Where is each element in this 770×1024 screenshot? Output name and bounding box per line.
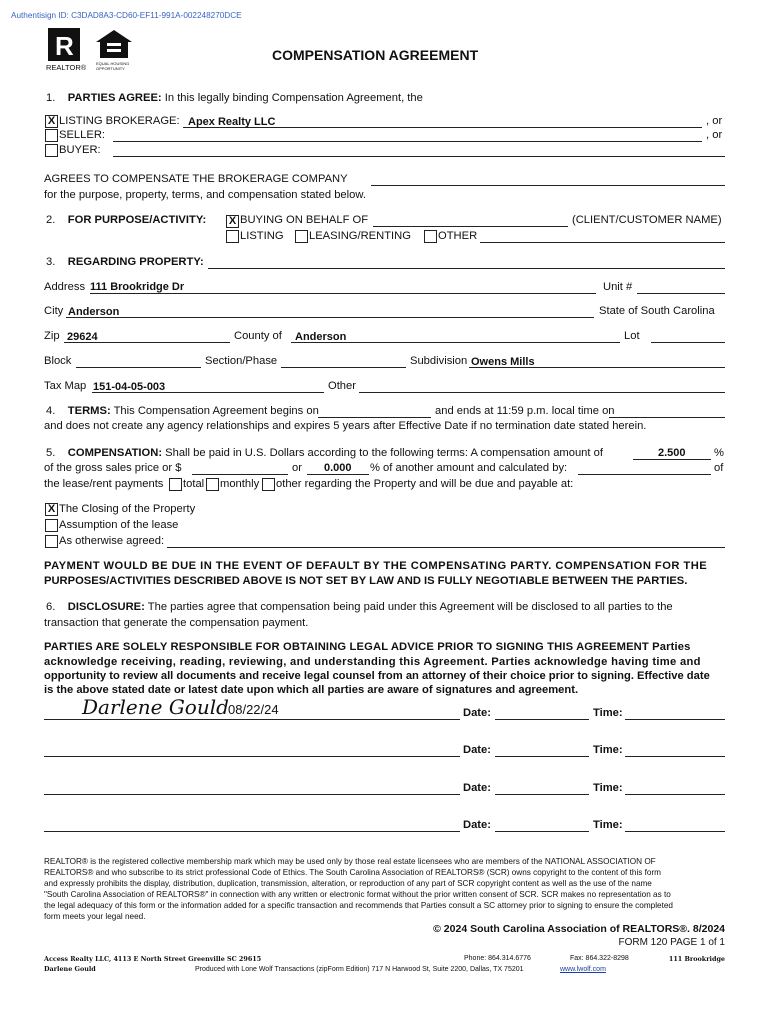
agrees-text-2: for the purpose, property, terms, and compensation stated below. [44,189,366,201]
zip-label: Zip [44,330,60,342]
page-title: COMPENSATION AGREEMENT [272,47,479,63]
payment-notice-2: PURPOSES/ACTIVITIES DESCRIBED ABOVE IS NOT SET BY LAW AND IS FULLY NEGOTIABLE BETWEEN THE PARTIES. [44,575,688,587]
date-label: Date: [463,819,491,831]
leasing-label: LEASING/RENTING [309,230,411,242]
brokerage-company-line[interactable] [371,185,725,186]
address-line[interactable] [90,293,596,294]
gross-price-text: of the gross sales price or $ [44,462,182,474]
svg-text:R: R [55,31,74,61]
calculated-by-line[interactable] [578,474,711,475]
county-label: County of [234,330,282,342]
buying-label: BUYING ON BEHALF OF [240,214,369,226]
time-line-1[interactable] [625,719,725,720]
signature-line-1[interactable] [44,719,460,720]
footer-text-1: REALTOR® is the registered collective membership mark which may be used only by those real estate licensees who are members of the NATIONAL ASSOCIATION OF [44,857,656,866]
produced-with: Produced with Lone Wolf Transactions (zipForm Edition) 717 N Harwood St, Suite 2200, Dallas, TX 75201 [195,966,524,973]
other-percent-value[interactable]: 0.000 [324,462,352,474]
zip-value[interactable]: 29624 [67,331,98,343]
other-percent-line[interactable] [307,474,369,475]
date-label: Date: [463,744,491,756]
footer-text-4: "South Carolina Association of REALTORS®" in connection with any written or electronic format without the prior written consent of SCR. SCR makes no representation as to [44,890,671,899]
unit-line[interactable] [637,293,725,294]
date-line-1[interactable] [495,719,589,720]
date-line-2[interactable] [495,756,589,757]
agent-name: Darlene Gould [44,965,96,973]
signature-line-3[interactable] [44,794,460,795]
city-line[interactable] [66,317,594,318]
other-activity-checkbox[interactable] [424,230,437,243]
property-line[interactable] [208,268,725,269]
section-text: In this legally binding Compensation Agreement, the [164,92,423,104]
footer-text-2: REALTORS® and who subscribe to its strict professional Code of Ethics. The South Carolina Association of REALTORS® (SCR) owns copyright to the content of this form [44,868,662,877]
section-5-heading [46,447,603,459]
section-2-heading [46,214,206,226]
section-title: REGARDING PROPERTY: [67,256,204,268]
closing-label: The Closing of the Property [59,503,196,515]
or-text: , or [706,115,723,127]
section-text: Shall be paid in U.S. Dollars according to the following terms: A compensation amount of [165,447,603,459]
section-1-heading [46,92,423,104]
address-value[interactable]: 111 Brookridge Dr [90,281,185,293]
subdivision-value[interactable]: Owens Mills [471,356,535,368]
percent-line[interactable] [633,459,711,460]
listing-activity-checkbox[interactable] [226,230,239,243]
buyer-line[interactable] [113,156,725,157]
dollar-amount-line[interactable] [192,474,288,475]
city-label: City [44,305,64,317]
closing-checkbox[interactable]: X [45,503,58,516]
section-title: COMPENSATION: [67,447,163,459]
time-line-2[interactable] [625,756,725,757]
lot-line[interactable] [651,342,725,343]
disclosure-line-2: transaction that generate the compensation payment. [44,617,309,629]
other-property-line[interactable] [359,392,725,393]
section-title: TERMS: [67,405,111,417]
unit-label: Unit # [603,281,633,293]
buyer-label: BUYER: [59,144,101,156]
signature-1-date-stamp: 08/22/24 [228,702,279,717]
time-label: Time: [593,707,623,719]
percent-value[interactable]: 2.500 [658,447,686,459]
or-text: or [292,462,302,474]
or-text: , or [706,129,723,141]
end-date-line[interactable] [609,417,725,418]
other-activity-label: OTHER [438,230,478,242]
percent-sign: % [714,447,724,459]
payable-text: other regarding the Property and will be due and payable at: [276,478,574,490]
assumption-checkbox[interactable] [45,519,58,532]
time-label: Time: [593,819,623,831]
address-label: Address [44,281,86,293]
date-label: Date: [463,782,491,794]
section-phase-label: Section/Phase [205,355,278,367]
copyright: © 2024 South Carolina Association of REALTORS®. 8/2024 [433,923,725,935]
listing-brokerage-checkbox[interactable]: X [45,115,58,128]
section-6-heading [46,601,673,613]
authentisign-id: Authentisign ID: C3DAD8A3-CD60-EF11-991A-002248270DCE [11,11,242,20]
other-payment-checkbox[interactable] [262,478,275,491]
block-label: Block [44,355,72,367]
signature-line-4[interactable] [44,831,460,832]
time-line-4[interactable] [625,831,725,832]
subdivision-label: Subdivision [410,355,468,367]
monthly-label: monthly [220,478,260,490]
terms-text-2: and ends at 11:59 p.m. local time on [435,405,615,417]
of-text: of [714,462,724,474]
footer-text-6: form meets your legal need. [44,912,146,921]
agrees-text: AGREES TO COMPENSATE THE BROKERAGE COMPANY [44,173,348,185]
equal-housing-logo [94,28,138,72]
section-text: This Compensation Agreement begins on [113,405,319,417]
form-number: FORM 120 PAGE 1 of 1 [618,937,725,948]
section-text: The parties agree that compensation being paid under this Agreement will be disclosed to all parties to the [147,601,673,613]
property-short: 111 Brookridge [668,955,725,963]
footer-text-3: and expressly prohibits the display, distribution, duplication, transmission, alteration, or reproduction of any part of SCR copyright content as well as the use of the name [44,879,652,888]
signature-1[interactable]: Darlene Gould [82,695,229,719]
office-phone: Phone: 864.314.6776 [464,955,531,962]
section-title: PARTIES AGREE: [67,92,162,104]
other-activity-line[interactable] [480,242,725,243]
legal-line-4: is the above stated date or latest date upon which all parties are aware of signatures and agreement. [44,684,579,696]
otherwise-checkbox[interactable] [45,535,58,548]
seller-label: SELLER: [59,129,106,141]
section-number: 5. [46,447,56,459]
listing-brokerage-label: LISTING BROKERAGE: [59,115,180,127]
section-number: 4. [46,405,56,417]
buying-checkbox[interactable]: X [226,215,239,228]
section-4-heading [46,405,319,417]
monthly-checkbox[interactable] [206,478,219,491]
section-number: 6. [46,601,56,613]
time-label: Time: [593,744,623,756]
taxmap-label: Tax Map [44,380,87,392]
listing-brokerage-value[interactable]: Apex Realty LLC [188,116,276,128]
terms-line-2: and does not create any agency relationships and expires 5 years after Effective Date if no termination date stated herein. [44,420,647,432]
office-info: Access Realty LLC, 4113 E North Street Greenville SC 29615 [44,955,262,963]
total-label: total [183,478,205,490]
time-label: Time: [593,782,623,794]
seller-line[interactable] [113,141,702,142]
another-amount-text: % of another amount and calculated by: [370,462,568,474]
date-line-3[interactable] [495,794,589,795]
lwolf-link[interactable]: www.lwolf.com [560,966,606,973]
leasing-checkbox[interactable] [295,230,308,243]
svg-text:REALTOR®: REALTOR® [46,63,86,71]
taxmap-value[interactable]: 151-04-05-003 [93,381,166,393]
date-label: Date: [463,707,491,719]
legal-line-1: PARTIES ARE SOLELY RESPONSIBLE FOR OBTAINING LEGAL ADVICE PRIOR TO SIGNING THIS AGREEMENT Parties [44,641,691,653]
assumption-label: Assumption of the lease [59,519,179,531]
county-value[interactable]: Anderson [295,331,347,343]
other-property-label: Other [328,380,356,392]
section-title: FOR PURPOSE/ACTIVITY: [67,214,207,226]
total-checkbox[interactable] [169,478,182,491]
section-number: 1. [46,92,56,104]
svg-text:EQUAL HOUSING: EQUAL HOUSING [96,61,130,66]
realtor-logo [46,27,86,71]
listing-activity-label: LISTING [240,230,284,242]
client-name-line[interactable] [373,226,568,227]
city-value[interactable]: Anderson [68,306,120,318]
footer-text-5: the legal adequacy of this form or the information added for a specific transaction and recommends that Parties consult a SC attorney prior to signing to ensure the completed [44,901,673,910]
buyer-checkbox[interactable] [45,144,58,157]
payment-notice-1: PAYMENT WOULD BE DUE IN THE EVENT OF DEFAULT BY THE COMPENSATING PARTY. COMPENSATION FOR THE [44,560,708,572]
section-title: DISCLOSURE: [67,601,145,613]
date-line-4[interactable] [495,831,589,832]
section-3-heading [46,256,204,268]
state-label: State of South Carolina [599,305,715,317]
office-fax: Fax: 864.322-8298 [570,955,629,962]
block-line[interactable] [76,367,201,368]
svg-text:OPPORTUNITY: OPPORTUNITY [96,66,125,71]
lease-payments-text: the lease/rent payments [44,478,164,490]
section-number: 2. [46,214,56,226]
begin-date-line[interactable] [318,417,431,418]
section-phase-line[interactable] [281,367,406,368]
client-label: (CLIENT/CUSTOMER NAME) [572,214,722,226]
seller-checkbox[interactable] [45,129,58,142]
legal-line-3: opportunity to review all documents and receive legal counsel from an attorney of their choice prior to signing. Effective date [44,670,710,682]
otherwise-line[interactable] [167,547,725,548]
legal-line-2: acknowledge receiving, reading, reviewing, and understanding this Agreement. Parties acknowledge having time and [44,656,701,668]
time-line-3[interactable] [625,794,725,795]
signature-line-2[interactable] [44,756,460,757]
otherwise-label: As otherwise agreed: [59,535,165,547]
lot-label: Lot [624,330,640,342]
section-number: 3. [46,256,56,268]
